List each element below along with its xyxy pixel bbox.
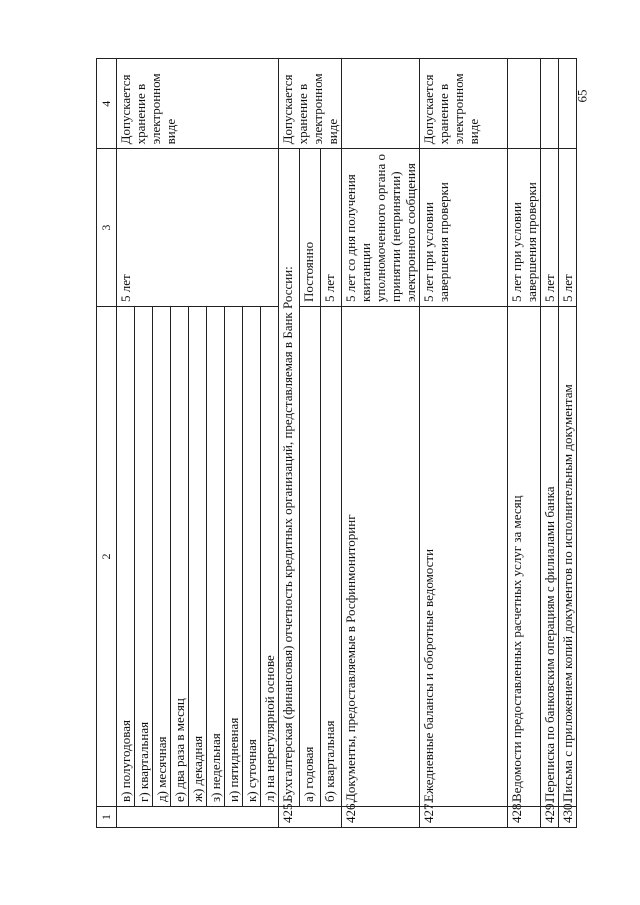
list-item: ж) декадная	[189, 306, 207, 806]
page-number: 65	[574, 89, 590, 103]
storage-term: 5 лет при условии завершения проверки	[508, 149, 541, 307]
list-item: в) полугодовая	[117, 306, 135, 806]
table-row	[300, 59, 321, 828]
table-row	[117, 59, 135, 828]
storage-note	[559, 59, 577, 149]
storage-term: 5 лет	[541, 149, 559, 307]
table-row	[321, 59, 342, 828]
table-row	[420, 59, 508, 828]
storage-note	[508, 59, 541, 149]
records-table-wrapper	[96, 58, 575, 828]
header-col-3: 3	[97, 149, 117, 307]
row-number: 428.	[508, 807, 541, 828]
row-number: 430.	[559, 807, 577, 828]
records-table	[96, 58, 577, 828]
storage-note: Допускается хранение в электронном виде	[117, 59, 279, 149]
row-title: Бухгалтерская (финансовая) отчетность кредитных организаций, представляемая в Банк России:	[279, 149, 300, 807]
storage-note	[541, 59, 559, 149]
table-row	[541, 59, 559, 828]
row-title: Письма с приложением копий документов по исполнительным документам	[559, 306, 577, 806]
row-title: Переписка по банковским операциям с филиалами банка	[541, 306, 559, 806]
list-item: г) квартальная	[135, 306, 153, 806]
storage-term: 5 лет при условии завершения проверки	[420, 149, 508, 307]
storage-note	[342, 59, 420, 149]
list-item: к) суточная	[243, 306, 261, 806]
table-row	[279, 59, 300, 828]
storage-term: 5 лет	[117, 149, 279, 307]
list-item: а) годовая	[300, 306, 321, 806]
list-item: з) недельная	[207, 306, 225, 806]
list-item: б) квартальная	[321, 306, 342, 806]
storage-term: 5 лет	[559, 149, 577, 307]
list-item: е) два раза в месяц	[171, 306, 189, 806]
row-number: 429.	[541, 807, 559, 828]
header-col-1: 1	[97, 807, 117, 828]
storage-term: 5 лет	[321, 149, 342, 307]
row-number: 425.	[279, 807, 342, 828]
storage-term: Постоянно	[300, 149, 321, 307]
table-row	[559, 59, 577, 828]
table-row	[342, 59, 420, 828]
header-col-2: 2	[97, 306, 117, 806]
row-number: 427.	[420, 807, 508, 828]
table-row	[508, 59, 541, 828]
storage-term: 5 лет со дня получения квитанции уполномоченного органа о принятии (непринятии) электронного сообщения	[342, 149, 420, 307]
table-header-row	[97, 59, 117, 828]
row-number: 426.	[342, 807, 420, 828]
list-item: и) пятидневная	[225, 306, 243, 806]
row-title: Документы, предоставляемые в Росфинмониторинг	[342, 306, 420, 806]
header-col-4: 4	[97, 59, 117, 149]
row-num-empty	[117, 807, 279, 828]
row-title: Ведомости предоставленных расчетных услуг за месяц	[508, 306, 541, 806]
storage-note: Допускается хранение в электронном виде	[420, 59, 508, 149]
list-item: л) на нерегулярной основе	[261, 306, 279, 806]
storage-note: Допускается хранение в электронном виде	[279, 59, 342, 149]
list-item: д) месячная	[153, 306, 171, 806]
row-title: Ежедневные балансы и оборотные ведомости	[420, 306, 508, 806]
